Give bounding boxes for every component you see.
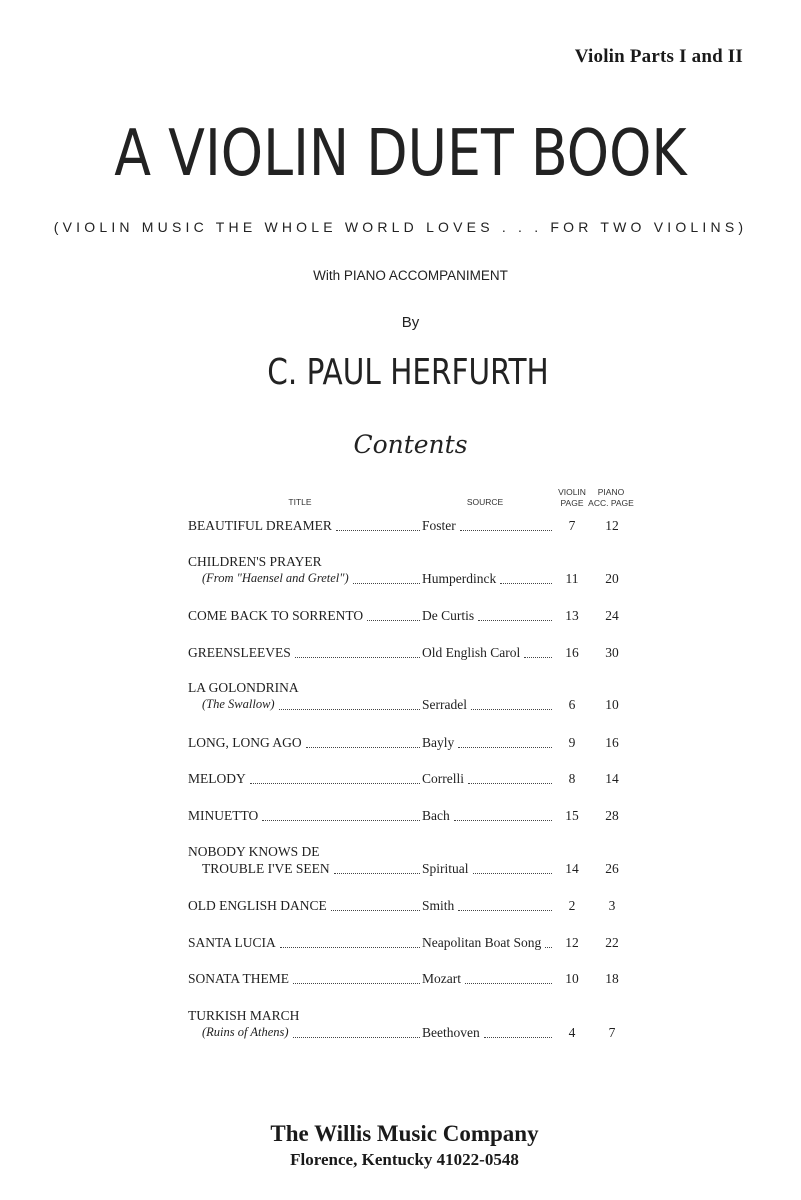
toc-entry-violin-page: 2 — [568, 898, 576, 913]
leader-dots — [465, 983, 552, 984]
toc-entry-source: Foster — [422, 518, 456, 533]
toc-entry-row — [188, 608, 638, 624]
toc-entry-source: Neapolitan Boat Song — [422, 935, 542, 950]
toc-entry-title: SONATA THEME — [188, 971, 290, 986]
leader-dots — [545, 947, 552, 948]
toc-entry-source: Bach — [422, 808, 450, 823]
toc-entry-source: De Curtis — [422, 608, 475, 623]
leader-dots — [295, 657, 420, 658]
toc-entry-violin-page: 6 — [568, 697, 576, 712]
leader-dots — [293, 1037, 420, 1038]
toc-entry-subtitle: (Ruins of Athens) — [202, 1025, 289, 1039]
leader-dots — [280, 947, 420, 948]
violin-page-header-text: VIOLIN PAGE — [558, 487, 586, 508]
toc-entry-violin-page: 15 — [565, 808, 579, 823]
leader-dots — [524, 657, 552, 658]
author-name: C. PAUL HERFURTH — [267, 352, 549, 393]
toc-entry-source: Old English Carol — [422, 645, 521, 660]
toc-entry-row — [188, 771, 638, 787]
leader-dots — [279, 709, 420, 710]
toc-entry-row — [188, 697, 638, 713]
toc-entry-source: Beethoven — [422, 1025, 480, 1040]
leader-dots — [331, 910, 420, 911]
toc-entry-piano-page: 14 — [605, 771, 619, 786]
leader-dots — [336, 530, 420, 531]
column-header-piano-page — [586, 487, 636, 508]
toc-entry-piano-page: 20 — [605, 571, 619, 586]
toc-entry-violin-page: 10 — [565, 971, 579, 986]
toc-entry-piano-page: 12 — [605, 518, 619, 533]
leader-dots — [306, 747, 420, 748]
leader-dots — [454, 820, 552, 821]
leader-dots — [473, 873, 552, 874]
toc-entry-row — [188, 971, 638, 987]
toc-entry-title: MELODY — [188, 771, 246, 786]
publisher-address: Florence, Kentucky 41022-0548 — [290, 1150, 519, 1169]
leader-dots — [500, 583, 552, 584]
leader-dots — [458, 910, 552, 911]
toc-entry-title: NOBODY KNOWS DE — [188, 844, 320, 859]
toc-entry-piano-page: 24 — [605, 608, 619, 623]
contents-heading: Contents — [353, 430, 468, 459]
leader-dots — [353, 583, 420, 584]
toc-entry-piano-page: 16 — [605, 735, 619, 750]
toc-entry-row — [188, 935, 638, 951]
toc-entry-violin-page: 12 — [565, 935, 579, 950]
toc-entry-piano-page: 26 — [605, 861, 619, 876]
parts-label: Violin Parts I and II — [574, 46, 743, 67]
leader-dots — [468, 783, 552, 784]
leader-dots — [250, 783, 420, 784]
toc-entry-piano-page: 18 — [605, 971, 619, 986]
toc-entry-subtitle: (From "Haensel and Gretel") — [202, 571, 349, 585]
leader-dots — [293, 983, 420, 984]
leader-dots — [262, 820, 420, 821]
toc-entry-title: MINUETTO — [188, 808, 259, 823]
toc-entry-row — [188, 898, 638, 914]
leader-dots — [458, 747, 552, 748]
toc-entry-title: TURKISH MARCH — [188, 1008, 300, 1023]
leader-dots — [460, 530, 552, 531]
leader-dots — [484, 1037, 552, 1038]
book-title: A VIOLIN DUET BOOK — [114, 117, 687, 191]
toc-entry-row — [188, 571, 638, 587]
toc-entry-title: LONG, LONG AGO — [188, 735, 302, 750]
toc-entry-title: CHILDREN'S PRAYER — [188, 554, 322, 569]
toc-entry-violin-page: 13 — [565, 608, 579, 623]
toc-entry-violin-page: 14 — [565, 861, 579, 876]
by-label: By — [401, 314, 420, 331]
toc-entry-source: Humperdinck — [422, 571, 497, 586]
toc-entry-violin-page: 9 — [568, 735, 576, 750]
leader-dots — [367, 620, 420, 621]
toc-entry-violin-page: 8 — [568, 771, 576, 786]
leader-dots — [334, 873, 420, 874]
toc-entry-title: OLD ENGLISH DANCE — [188, 898, 327, 913]
piano-page-header-text: PIANO ACC. PAGE — [588, 487, 634, 508]
toc-entry-title: GREENSLEEVES — [188, 645, 291, 660]
book-subtitle: (VIOLIN MUSIC THE WHOLE WORLD LOVES . . . FOR TWO VIOLINS) — [53, 219, 748, 235]
toc-entry-row — [188, 735, 638, 751]
toc-entry-violin-page: 11 — [565, 571, 579, 586]
toc-entry-piano-page: 3 — [608, 898, 616, 913]
toc-entry-source: Bayly — [422, 735, 455, 750]
toc-entry-source: Mozart — [422, 971, 461, 986]
toc-entry-title: LA GOLONDRINA — [188, 680, 299, 695]
toc-entry-piano-page: 10 — [605, 697, 619, 712]
toc-entry-source: Serradel — [422, 697, 467, 712]
toc-entry-piano-page: 22 — [605, 935, 619, 950]
with-piano-note: With PIANO ACCOMPANIMENT — [313, 268, 508, 283]
leader-dots — [478, 620, 552, 621]
toc-entry-title: BEAUTIFUL DREAMER — [188, 518, 332, 533]
toc-entry-row — [188, 861, 638, 877]
toc-entry-title: SANTA LUCIA — [188, 935, 276, 950]
column-header-source: SOURCE — [466, 497, 504, 507]
toc-entry-violin-page: 4 — [568, 1025, 576, 1040]
toc-entry-title: COME BACK TO SORRENTO — [188, 608, 364, 623]
toc-entry-source: Correlli — [422, 771, 464, 786]
toc-entry-subtitle: (The Swallow) — [202, 697, 275, 711]
toc-entry-subtitle: TROUBLE I'VE SEEN — [202, 861, 330, 876]
toc-entry-source: Smith — [422, 898, 455, 913]
toc-entry-violin-page: 7 — [568, 518, 576, 533]
toc-entry-piano-page: 30 — [605, 645, 619, 660]
toc-entry-violin-page: 16 — [565, 645, 579, 660]
toc-entry-source: Spiritual — [422, 861, 469, 876]
toc-entry-row — [188, 518, 638, 534]
column-header-title: TITLE — [288, 497, 312, 507]
publisher-name: The Willis Music Company — [270, 1121, 539, 1146]
toc-entry-row — [188, 1025, 638, 1041]
toc-entry-row — [188, 645, 638, 661]
leader-dots — [471, 709, 552, 710]
toc-entry-piano-page: 7 — [608, 1025, 616, 1040]
toc-entry-row — [188, 808, 638, 824]
toc-entry-piano-page: 28 — [605, 808, 619, 823]
